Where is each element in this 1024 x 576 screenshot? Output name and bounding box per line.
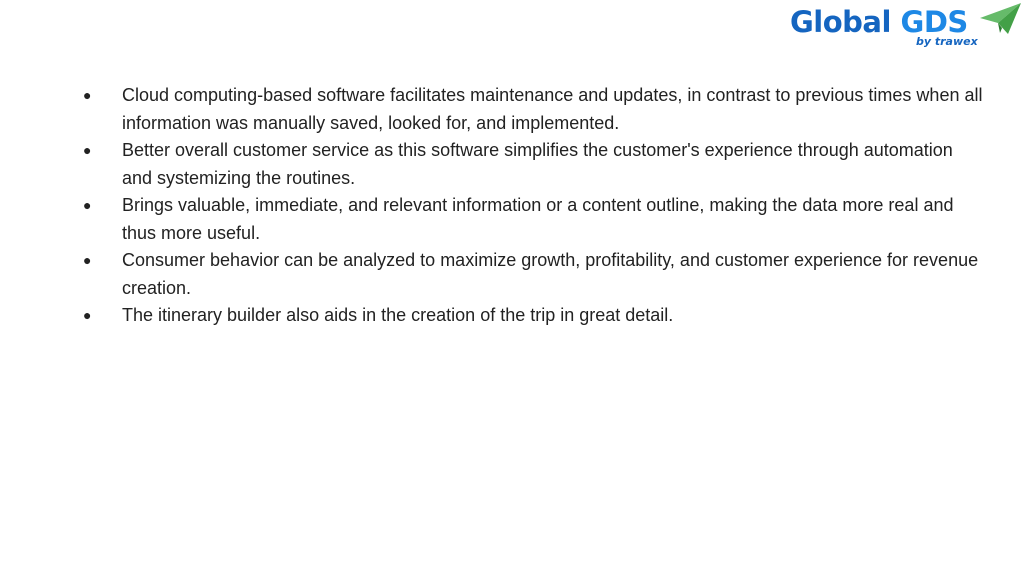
bullet-icon: ● (83, 252, 92, 268)
list-item (83, 302, 983, 330)
logo-tagline: by trawex (916, 35, 978, 48)
bullet-icon: ● (83, 197, 92, 213)
bullet-icon: ● (83, 142, 92, 158)
bullet-text: Cloud computing-based software facilitates maintenance and updates, in contrast to previous times when all information was manually saved, looked for, and implemented. (122, 85, 983, 133)
list-item (83, 192, 983, 247)
bullet-icon: ● (83, 307, 92, 323)
bullet-text: Better overall customer service as this software simplifies the customer's experience through automation and systemizing the routines. (122, 140, 953, 188)
logo-word-gds: GDS (900, 5, 968, 39)
list-item (83, 82, 983, 137)
logo-word-global: Global (790, 5, 891, 39)
bullet-text: Brings valuable, immediate, and relevant information or a content outline, making the data more real and thus more useful. (122, 195, 954, 243)
bullet-text: Consumer behavior can be analyzed to maximize growth, profitability, and customer experience for revenue creation. (122, 250, 979, 298)
bullet-list (83, 82, 983, 330)
paper-plane-icon (978, 2, 1022, 36)
list-item (83, 247, 983, 302)
global-gds-logo (788, 0, 1024, 56)
bullet-icon: ● (83, 87, 92, 103)
bullet-text: The itinerary builder also aids in the creation of the trip in great detail. (122, 305, 674, 325)
list-item (83, 137, 983, 192)
